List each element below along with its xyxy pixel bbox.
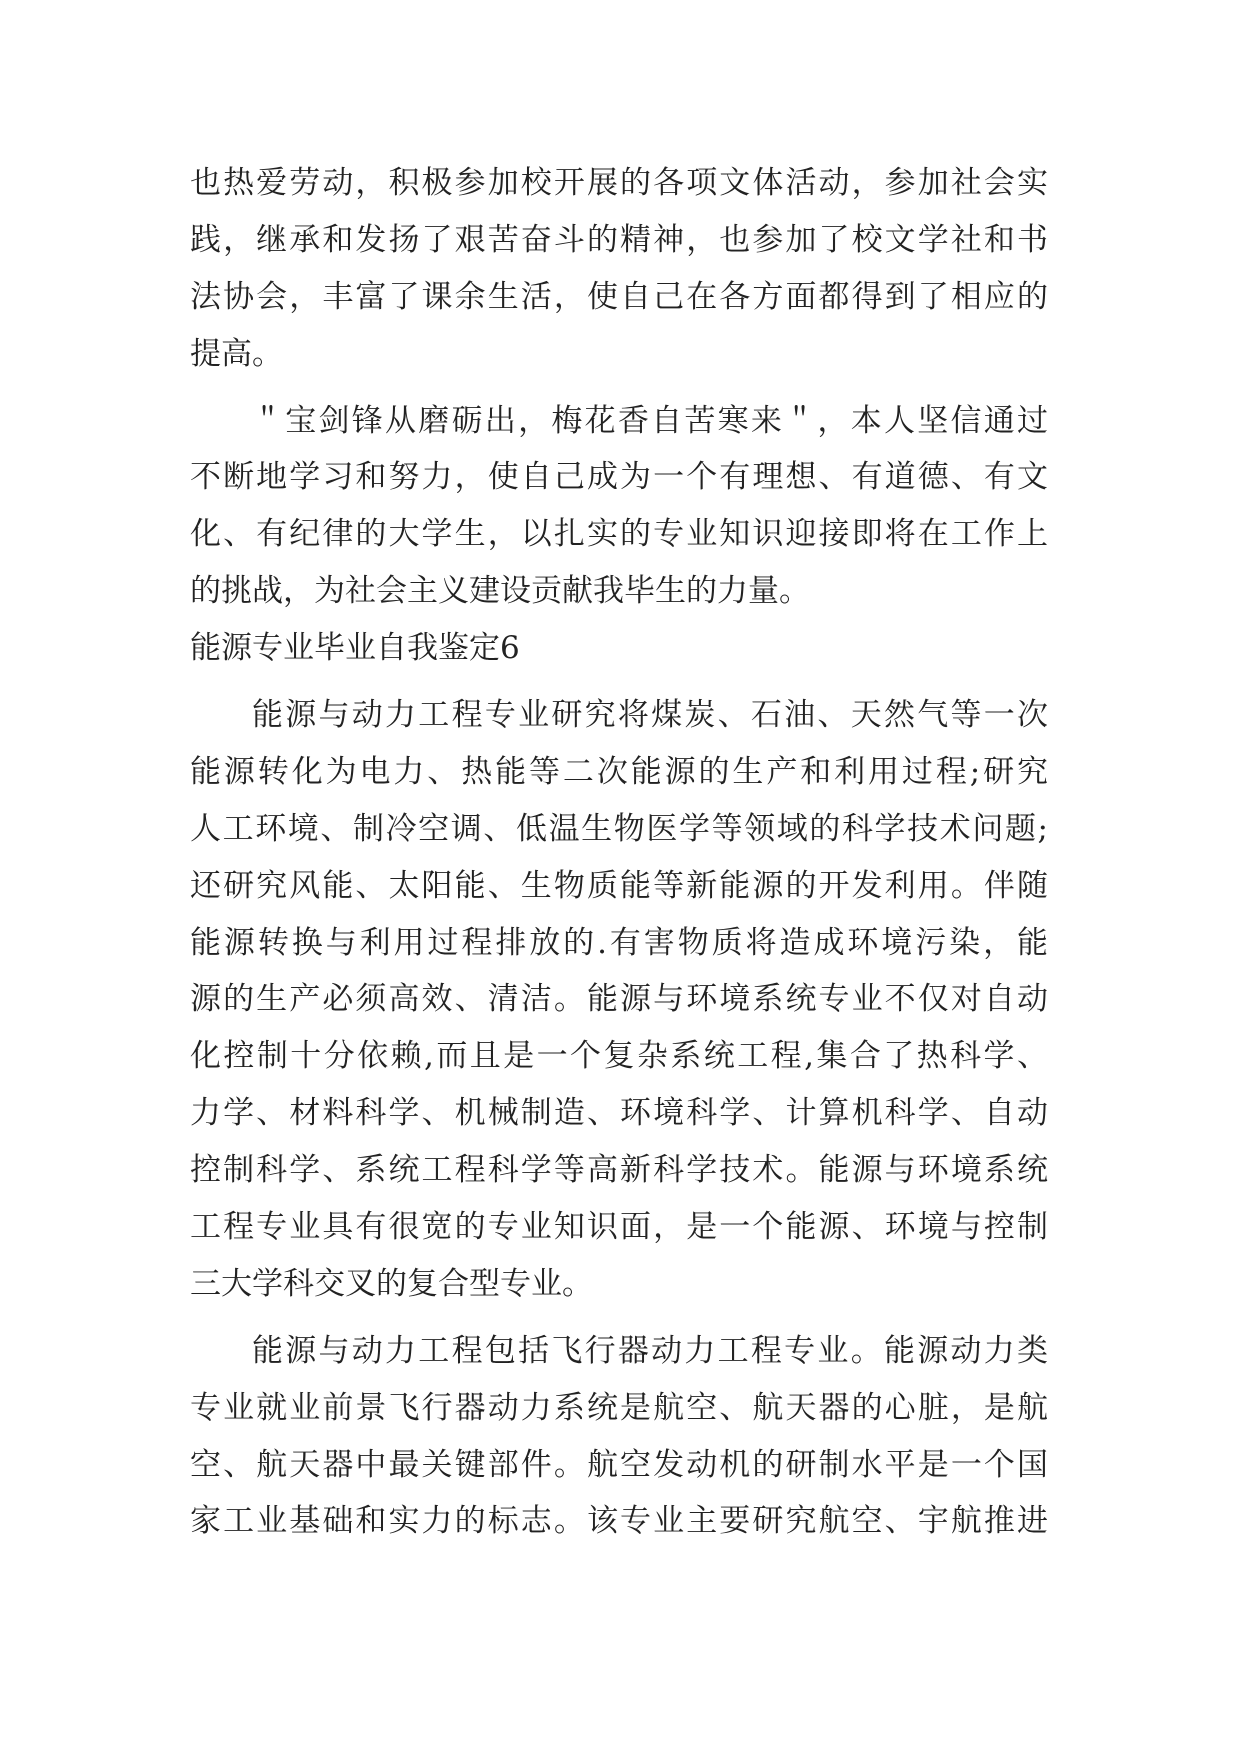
text-line: 化控制十分依赖,而且是一个复杂系统工程,集合了热科学、	[190, 1038, 1048, 1075]
text-line: 专业就业前景飞行器动力系统是航空、航天器的心脏，是航	[190, 1389, 1048, 1426]
text-line: ＂宝剑锋从磨砺出，梅花香自苦寒来＂，本人坚信通过	[252, 402, 1048, 439]
paragraph-gap	[190, 383, 1048, 393]
text-line: 践，继承和发扬了艰苦奋斗的精神，也参加了校文学社和书	[190, 221, 1048, 258]
text-line: 人工环境、制冷空调、低温生物医学等领域的科学技术问题;	[190, 810, 1048, 847]
text-line: 三大学科交叉的复合型专业。	[190, 1265, 593, 1302]
text-line: 提高。	[190, 335, 283, 372]
text-line: 工程专业具有很宽的专业知识面，是一个能源、环境与控制	[190, 1209, 1048, 1246]
paragraph	[190, 1323, 1048, 1551]
text-line: 源的生产必须高效、清洁。能源与环境系统专业不仅对自动	[190, 981, 1048, 1018]
text-line: 能源转换与利用过程排放的.有害物质将造成环境污染，能	[190, 924, 1048, 961]
text-line: 力学、材料科学、机械制造、环境科学、计算机科学、自动	[190, 1095, 1048, 1132]
text-line: 也热爱劳动，积极参加校开展的各项文体活动，参加社会实	[190, 165, 1048, 201]
text-line: 化、有纪律的大学生，以扎实的专业知识迎接即将在工作上	[190, 516, 1048, 553]
text-line: 还研究风能、太阳能、生物质能等新能源的开发利用。伴随	[190, 867, 1048, 904]
paragraph	[190, 155, 1048, 383]
paragraph	[190, 393, 1048, 621]
text-line: 空、航天器中最关键部件。航空发动机的研制水平是一个国	[190, 1446, 1048, 1483]
text-line: 法协会，丰富了课余生活，使自己在各方面都得到了相应的	[190, 278, 1048, 315]
text-line: 能源转化为电力、热能等二次能源的生产和利用过程;研究	[190, 753, 1048, 790]
paragraph	[190, 687, 1048, 1313]
paragraph-gap	[190, 677, 1048, 687]
text-line: 能源与动力工程专业研究将煤炭、石油、天然气等一次	[252, 697, 1048, 734]
text-line: 不断地学习和努力，使自己成为一个有理想、有道德、有文	[190, 459, 1048, 496]
text-line: 家工业基础和实力的标志。该专业主要研究航空、宇航推进	[190, 1503, 1048, 1540]
section-heading: 能源专业毕业自我鉴定6	[190, 630, 520, 667]
text-line: 的挑战，为社会主义建设贡献我毕生的力量。	[190, 573, 810, 610]
text-line: 能源与动力工程包括飞行器动力工程专业。能源动力类	[252, 1332, 1048, 1369]
text-line: 控制科学、系统工程科学等高新科学技术。能源与环境系统	[190, 1152, 1048, 1189]
paragraph-gap	[190, 1313, 1048, 1323]
document-body	[190, 155, 1048, 1550]
